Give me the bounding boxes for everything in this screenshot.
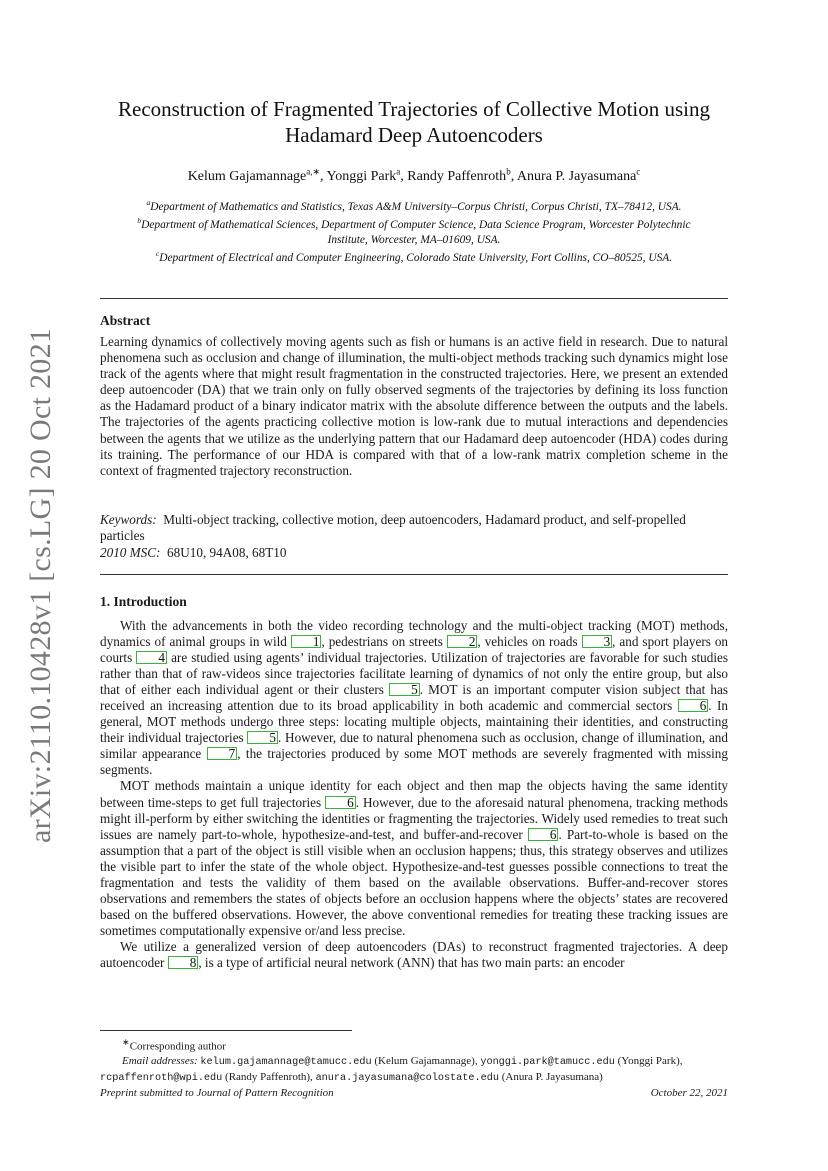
- affiliation-b-cont: Institute, Worcester, MA–01609, USA.: [327, 233, 501, 246]
- paragraph: [100, 618, 728, 778]
- paragraph: [100, 939, 728, 971]
- citation-link[interactable]: 5: [389, 683, 420, 696]
- citation-link[interactable]: 5: [247, 731, 278, 744]
- divider-bottom: [100, 574, 728, 575]
- footnote-emails-cont: rcpaffenroth@wpi.edu (Randy Paffenroth), anura.jayasumana@colostate.edu (Anura P. Jayasumana): [100, 1070, 603, 1084]
- citation-link[interactable]: 6: [528, 828, 559, 841]
- paragraph-text: . Part-to-whole is based on the assumption that a part of the object is still visible when an occlusion happens; thus, this strategy observes and utilizes the visible part to infer the state of the whole object. Hypothesize-and-test guesses possible connections to treat the fragmentation and tests the validity of them based on the available observations. Buffer-and-recover stores observations and remembers the states of objects before an occlusion happens where the objects’ states are recovered based on the buffered observations. However, the above conventional remedies for treating these tracking issues are sometimes computationally expensive or/and less precise.: [100, 826, 728, 938]
- citation-link[interactable]: 6: [678, 699, 709, 712]
- author-list: [100, 166, 728, 185]
- affiliation-b: $^b$Department of Mathematical Sciences, Department of Computer Science, Data Science Program, Worcester Polytechnic: [137, 216, 691, 232]
- author: Anura P. Jayasumana$^c$: [516, 166, 641, 184]
- citation-link[interactable]: 8: [168, 956, 199, 969]
- citation-link[interactable]: 1: [291, 635, 322, 648]
- divider-top: [100, 298, 728, 299]
- paragraph-text: , the trajectories produced by some MOT methods are severely fragmented with missing segments.: [100, 746, 728, 778]
- paper-title: [100, 96, 728, 148]
- affiliations: [96, 196, 732, 265]
- keywords: [100, 512, 728, 544]
- paragraph-text: , and sport players on courts: [100, 634, 729, 666]
- author: Randy Paffenroth$^b$,: [407, 166, 517, 184]
- citation-link[interactable]: 6: [325, 796, 356, 809]
- msc-codes: [100, 545, 728, 561]
- affiliation-c: $^c$Department of Electrical and Computer Engineering, Colorado State University, Fort Collins, CO–80525, USA.: [155, 249, 673, 264]
- paragraph-text: . However, due to natural phenomena such as occlusion, change of illumination, and similar appearance: [100, 730, 728, 762]
- paragraph-text: With the advancements in both the video recording technology and the multi-object tracking (MOT) methods, dynamics of animal groups in wild: [100, 618, 728, 650]
- email-link[interactable]: anura.jayasumana@colostate.edu: [315, 1072, 499, 1084]
- msc-label: 2010 MSC:: [100, 545, 161, 560]
- email-link[interactable]: kelum.gajamannage@tamucc.edu: [200, 1056, 372, 1068]
- paragraph-text: . MOT is an important computer vision subject that has received an increasing attention due to its broad applicability in both academic and commercial sectors: [100, 682, 728, 714]
- paragraph-text: , is a type of artificial neural network (ANN) that has two main parts: an encoder: [198, 954, 625, 970]
- footnote-divider: [100, 1030, 352, 1031]
- paragraph-text: . In general, MOT methods undergo three steps: locating multiple objects, maintaining their identities, and constructing their individual trajectories: [100, 698, 728, 746]
- section-heading-introduction: 1. Introduction: [100, 594, 187, 609]
- paragraph-text: We utilize a generalized version of deep autoencoders (DAs) to reconstruct fragmented trajectories. A deep autoencoder: [100, 938, 728, 970]
- footer-date: October 22, 2021: [650, 1087, 728, 1099]
- title-line-2: Hadamard Deep Autoencoders: [285, 123, 543, 147]
- keywords-text: Multi-object tracking, collective motion, deep autoencoders, Hadamard product, and self-propelled particles: [100, 512, 686, 544]
- paragraph-text: , pedestrians on streets: [321, 634, 447, 650]
- introduction-body: [100, 618, 728, 971]
- affiliation-a: $^a$Department of Mathematics and Statistics, Texas A&M University–Corpus Christi, Corpus Christi, TX–78412, USA.: [146, 198, 682, 213]
- email-link[interactable]: yonggi.park@tamucc.edu: [480, 1056, 615, 1068]
- author: Yonggi Park$^a$,: [326, 166, 408, 184]
- paragraph: [100, 778, 728, 938]
- citation-link[interactable]: 4: [136, 651, 167, 664]
- citation-link[interactable]: 2: [447, 635, 478, 648]
- paragraph-text: . However, due to the aforesaid natural phenomena, tracking methods might ill-perform by either switching the identities or fragmenting the trajectories. Widely used remedies to treat such issues are namely part-to-whole, hypothesize-and-test, and buffer-and-recover: [100, 794, 728, 842]
- abstract-text: Learning dynamics of collectively moving agents such as fish or humans is an active field in research. Due to natural phenomena such as occlusion and change of illumination, the multi-object methods tracking such dynamics might lose track of the agents where that might result fragmentation in the constructed trajectories. Here, we present an extended deep autoencoder (DA) that we train only on fully observed segments of the trajectories by defining its loss function as the Hadamard product of a binary indicator matrix with the absolute difference between the outputs and the labels. The trajectories of the agents practicing collective motion is low-rank due to mutual interactions and dependencies between the agents that we utilize as the underlying pattern that our Hadamard deep autoencoder (HDA) codes during its training. The performance of our HDA is compared with that of a low-rank matrix completion scheme in the context of fragmented trajectory reconstruction.: [100, 334, 728, 478]
- paragraph-text: , vehicles on roads: [477, 634, 582, 650]
- msc-text: 68U10, 94A08, 68T10: [167, 545, 287, 560]
- paragraph-text: are studied using agents’ individual trajectories. Utilization of trajectories are favorable for such studies rather than that of raw-videos since trajectories facilitate learning of dynamics of not only the entire group, but also that of either each individual agent or their clusters: [100, 650, 728, 698]
- paragraph-text: MOT methods maintain a unique identity for each object and then map the objects having the same identity between time-steps to get full trajectories: [100, 778, 728, 810]
- citation-link[interactable]: 7: [207, 747, 238, 760]
- email-link[interactable]: rcpaffenroth@wpi.edu: [100, 1072, 223, 1084]
- footnote-emails: Email addresses: kelum.gajamannage@tamucc.edu (Kelum Gajamannage), yonggi.park@tamucc.edu (Yonggi Park),: [122, 1054, 683, 1068]
- footnote: [100, 1035, 728, 1086]
- citation-link[interactable]: 3: [582, 635, 613, 648]
- abstract-heading: Abstract: [100, 313, 151, 328]
- author: Kelum Gajamannage$^{a,∗}$,: [187, 166, 327, 184]
- footnote-corresponding: ∗Corresponding author: [122, 1037, 226, 1053]
- footer-journal: Preprint submitted to Journal of Pattern Recognition: [100, 1087, 334, 1099]
- arxiv-identifier[interactable]: arXiv:2110.10428v1 [cs.LG] 20 Oct 2021: [24, 327, 57, 843]
- title-line-1: Reconstruction of Fragmented Trajectories of Collective Motion using: [118, 97, 710, 121]
- keywords-label: Keywords:: [100, 512, 157, 527]
- email-label: Email addresses:: [122, 1054, 198, 1067]
